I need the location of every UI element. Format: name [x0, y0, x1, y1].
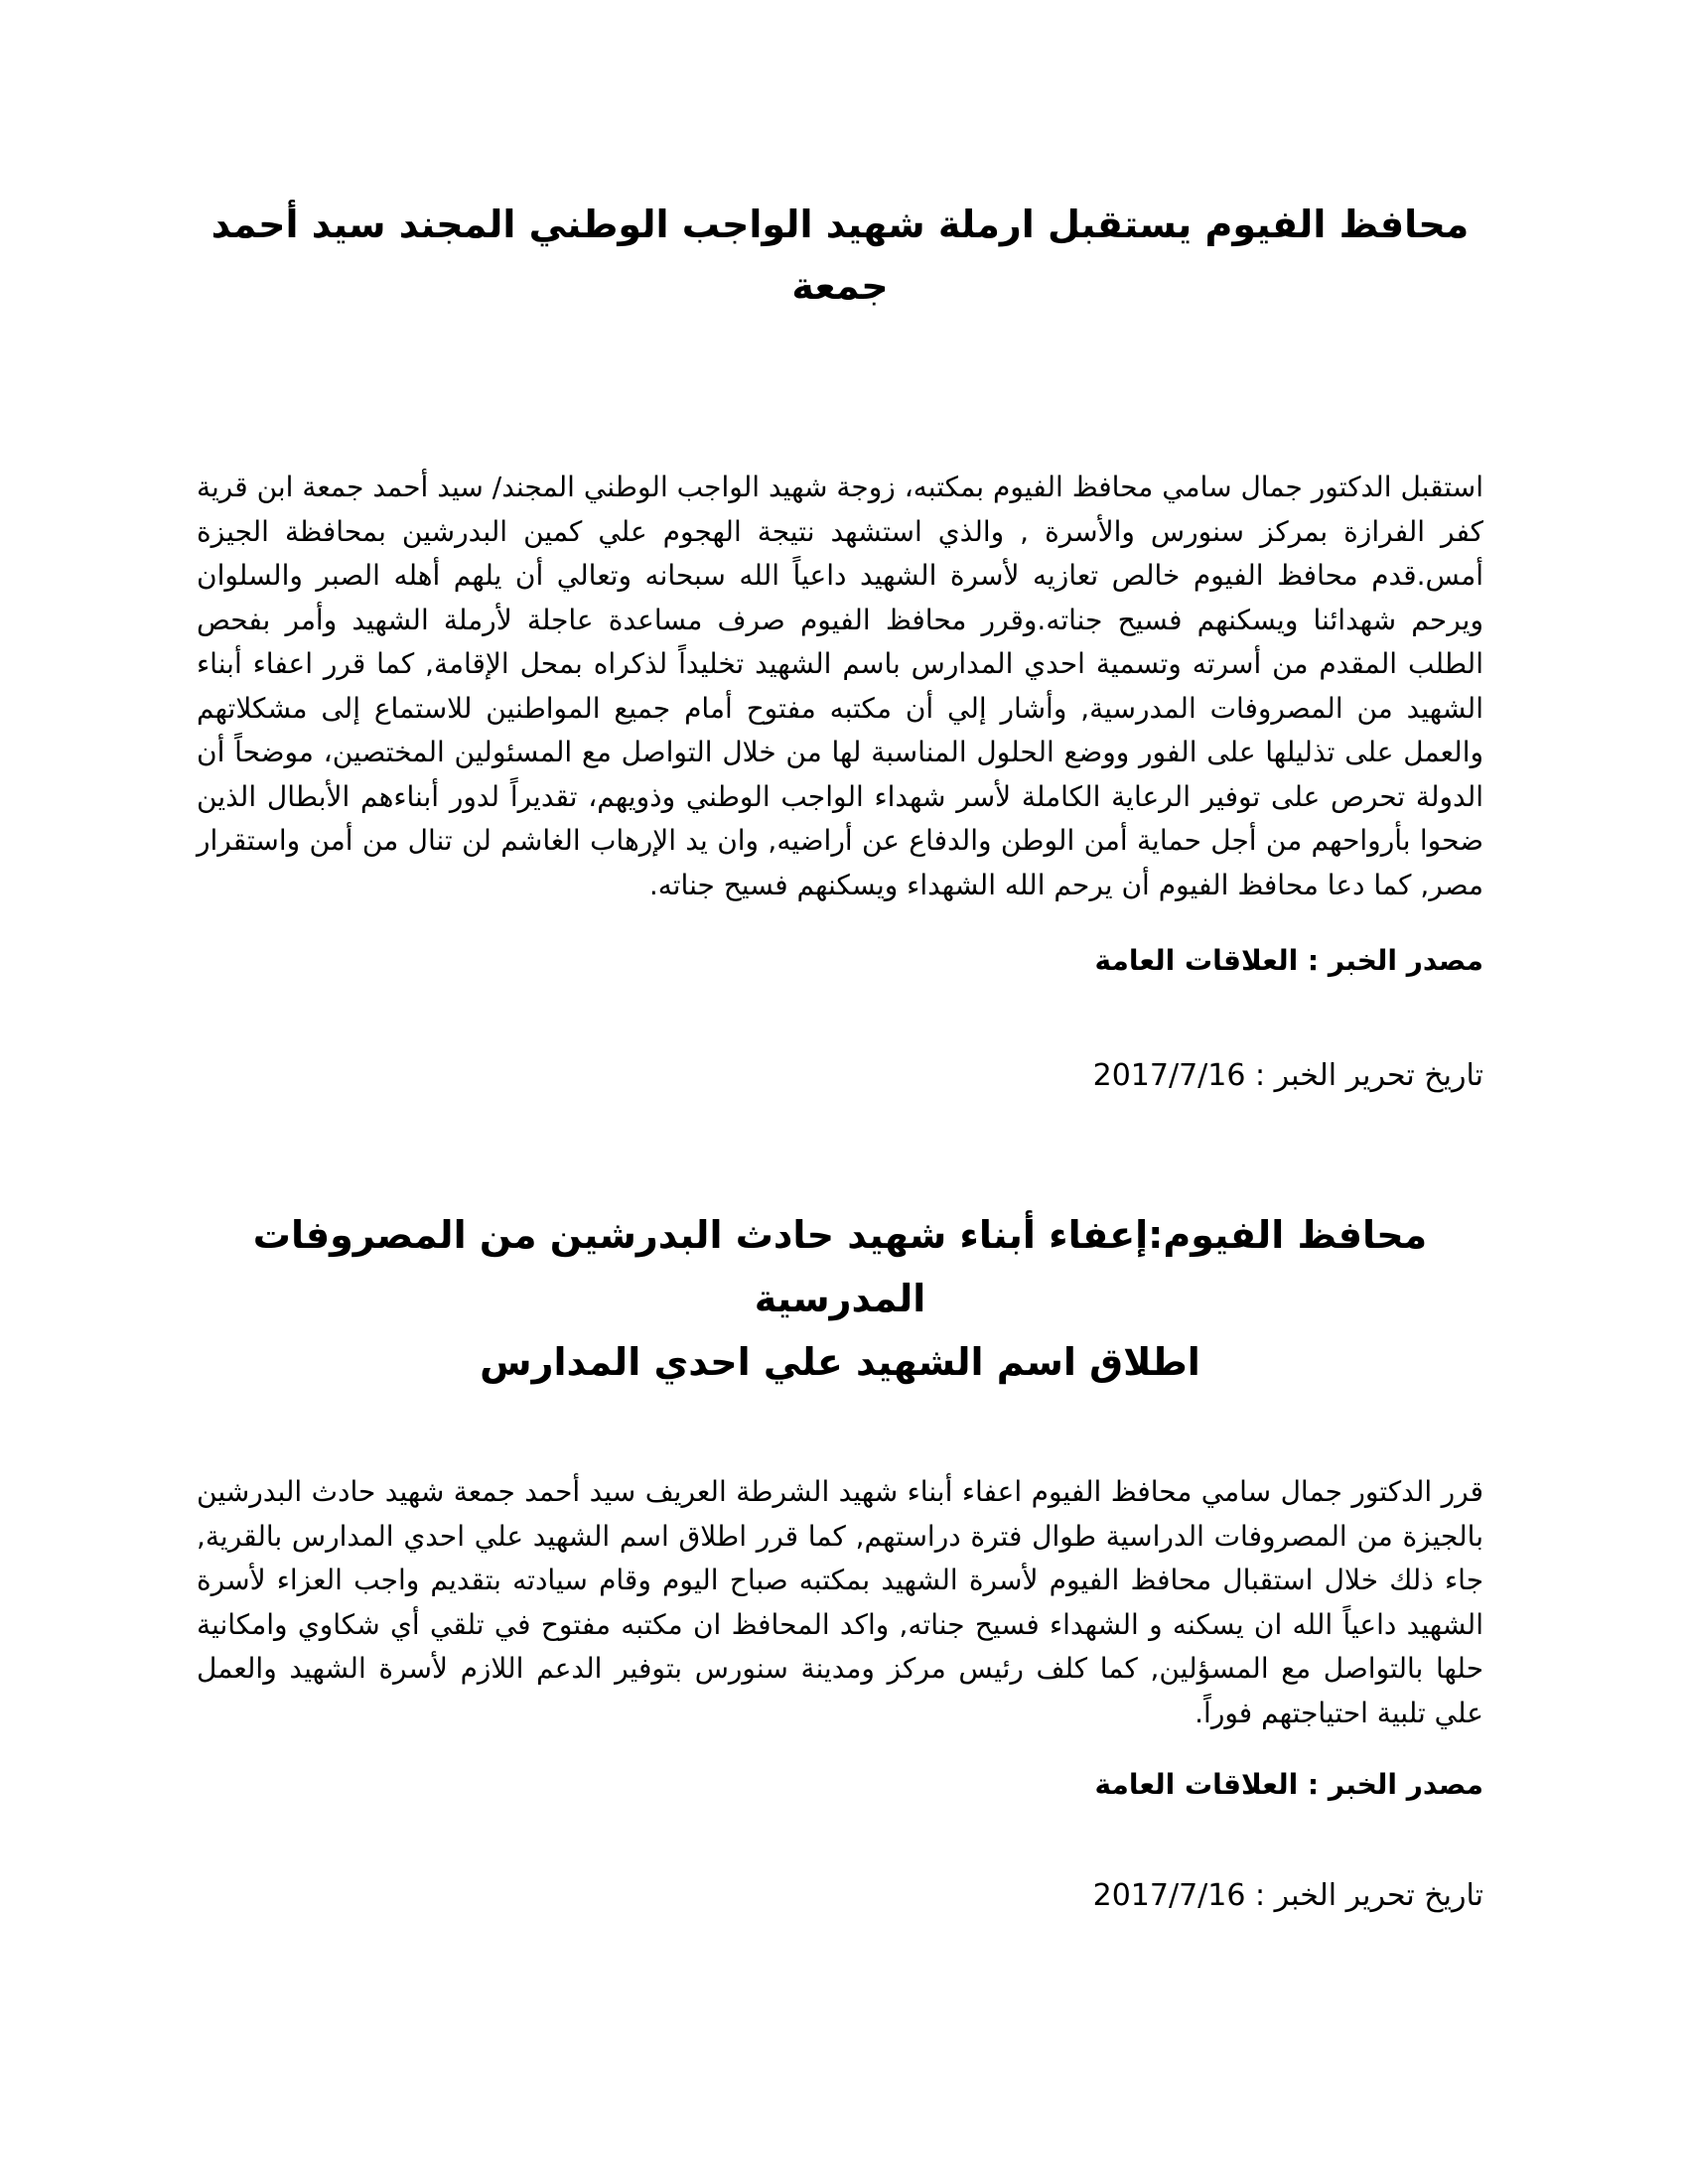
article-body: قرر الدكتور جمال سامي محافظ الفيوم اعفاء أبناء شهيد الشرطة العريف سيد أحمد جمعة شهيد حادث البدرشين بالجيزة من المصروفات الدراسية طوال فترة دراستهم, كما قرر اطلاق اسم الشهيد علي احدي المدارس بالقرية, جاء ذلك خلال استقبال محافظ الفيوم لأسرة الشهيد بمكتبه صباح اليوم وقام سيادته بتقديم واجب العزاء لأسرة الشهيد داعياً الله ان يسكنه و الشهداء فسيح جناته, واكد المحافظ ان مكتبه مفتوح في تلقي أي شكاوي وامكانية حلها بالتواصل مع المسؤلين, كما كلف رئيس مركز ومدينة سنورس بتوفير الدعم اللازم لأسرة الشهيد والعمل علي تلبية احتياجتهم فوراً. — [197, 1475, 1483, 1729]
headline-line-1: محافظ الفيوم يستقبل ارملة شهيد الواجب الوطني المجند سيد أحمد جمعة — [211, 203, 1470, 308]
news-article — [197, 194, 1483, 1096]
news-date — [197, 1056, 1483, 1096]
news-source-label: مصدر الخبر : — [1298, 944, 1483, 977]
news-source-label: مصدر الخبر : — [1298, 1768, 1483, 1801]
news-source — [197, 941, 1483, 981]
article-body: استقبل الدكتور جمال سامي محافظ الفيوم بمكتبه، زوجة شهيد الواجب الوطني المجند/ سيد أحمد جمعة ابن قرية كفر الفرازة بمركز سنورس والأسرة , والذي استشهد نتيجة الهجوم علي كمين البدرشين بمحافظة الجيزة أمس.قدم محافظ الفيوم خالص تعازيه لأسرة الشهيد داعياً الله سبحانه وتعالي أن يلهم أهله الصبر والسلوان ويرحم شهدائنا ويسكنهم فسيح جناته.وقرر محافظ الفيوم صرف مساعدة عاجلة لأرملة الشهيد وأمر بفحص الطلب المقدم من أسرته وتسمية احدي المدارس باسم الشهيد تخليداً لذكراه بمحل الإقامة, كما قرر اعفاء أبناء الشهيد من المصروفات المدرسية, وأشار إلي أن مكتبه مفتوح أمام جميع المواطنين للاستماع إلى مشكلاتهم والعمل على تذليلها على الفور ووضع الحلول المناسبة لها من خلال التواصل مع المسئولين المختصين، موضحاً أن الدولة تحرص على توفير الرعاية الكاملة لأسر شهداء الواجب الوطني وذويهم، تقديراً لدور أبناءهم الأبطال الذين ضحوا بأرواحهم من أجل حماية أمن الوطن والدفاع عن أراضيه, وان يد الإرهاب الغاشم لن تنال من أمن واستقرار مصر, كما دعا محافظ الفيوم أن يرحم الله الشهداء ويسكنهم فسيح جناته. — [197, 471, 1483, 901]
news-date-value: 2017/7/16 — [1092, 1058, 1246, 1093]
news-date-value: 2017/7/16 — [1092, 1878, 1246, 1913]
headline-line-1: محافظ الفيوم:إعفاء أبناء شهيد حادث البدرشين من المصروفات المدرسية — [252, 1213, 1428, 1320]
news-source-value: العلاقات العامة — [1094, 1768, 1299, 1801]
news-date — [197, 1876, 1483, 1916]
headline-line-2: اطلاق اسم الشهيد علي احدي المدارس — [480, 1340, 1200, 1384]
news-article — [197, 1203, 1483, 1916]
news-source-value: العلاقات العامة — [1094, 944, 1299, 977]
article-headline — [197, 194, 1483, 317]
news-date-label: تاريخ تحرير الخبر : — [1245, 1878, 1483, 1913]
news-date-label: تاريخ تحرير الخبر : — [1245, 1058, 1483, 1093]
article-headline — [197, 1203, 1483, 1394]
news-source — [197, 1765, 1483, 1805]
document-page — [197, 0, 1483, 2184]
